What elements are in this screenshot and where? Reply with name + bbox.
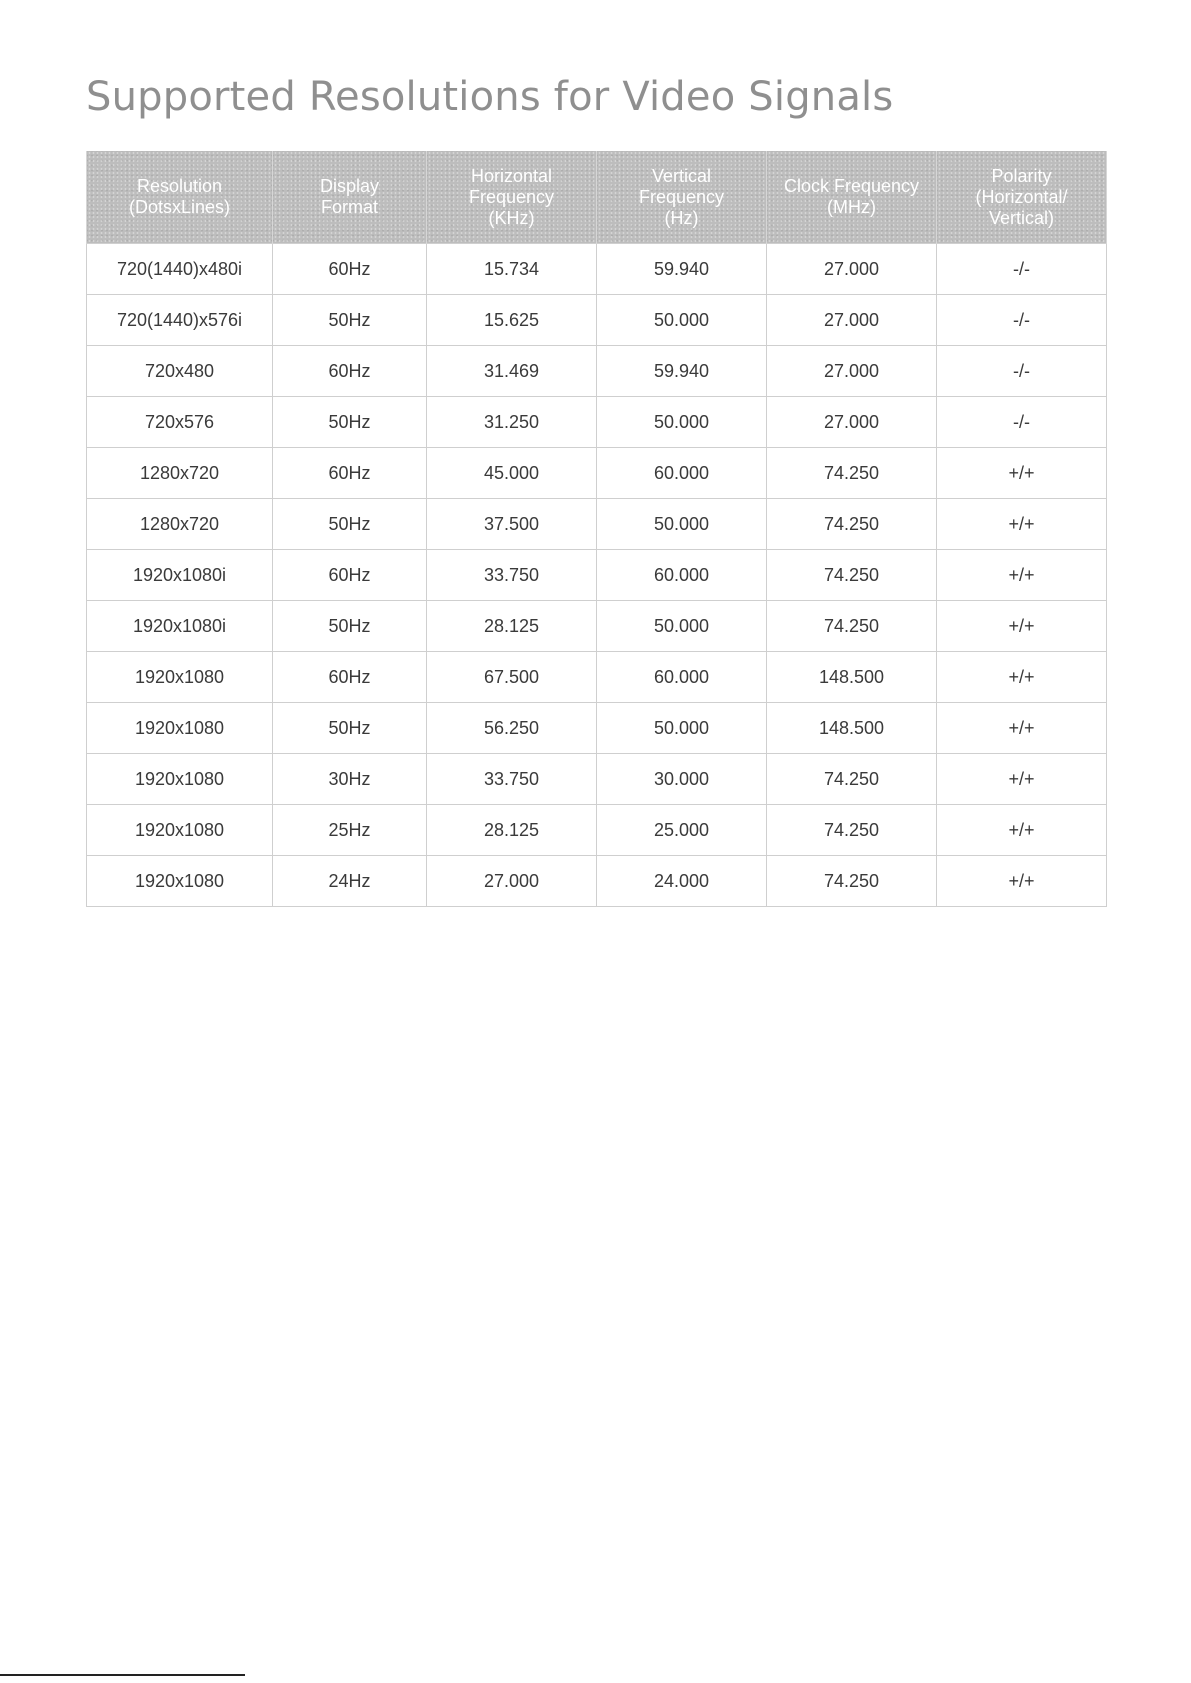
cell-vertical-frequency: 50.000 <box>597 397 767 448</box>
cell-polarity: -/- <box>937 397 1107 448</box>
cell-resolution: 720x576 <box>87 397 273 448</box>
cell-polarity: +/+ <box>937 856 1107 907</box>
cell-resolution: 1280x720 <box>87 499 273 550</box>
cell-horizontal-frequency: 37.500 <box>427 499 597 550</box>
cell-horizontal-frequency: 31.250 <box>427 397 597 448</box>
cell-resolution: 1920x1080i <box>87 550 273 601</box>
cell-horizontal-frequency: 67.500 <box>427 652 597 703</box>
header-line: Frequency <box>638 186 725 207</box>
header-line: (Horizontal/ <box>975 186 1068 207</box>
cell-vertical-frequency: 60.000 <box>597 652 767 703</box>
cell-clock-frequency: 74.250 <box>767 805 937 856</box>
cell-vertical-frequency: 25.000 <box>597 805 767 856</box>
cell-vertical-frequency: 50.000 <box>597 601 767 652</box>
cell-display-format: 60Hz <box>273 550 427 601</box>
cell-vertical-frequency: 60.000 <box>597 448 767 499</box>
cell-display-format: 60Hz <box>273 346 427 397</box>
cell-polarity: +/+ <box>937 499 1107 550</box>
cell-horizontal-frequency: 28.125 <box>427 805 597 856</box>
header-line: Vertical) <box>988 207 1055 228</box>
cell-vertical-frequency: 50.000 <box>597 499 767 550</box>
header-line: Clock Frequency <box>783 176 920 196</box>
table-body <box>87 244 1107 907</box>
cell-display-format: 50Hz <box>273 703 427 754</box>
table-row <box>87 805 1107 856</box>
cell-vertical-frequency: 30.000 <box>597 754 767 805</box>
cell-resolution: 1920x1080i <box>87 601 273 652</box>
footer-rule <box>0 1674 245 1676</box>
cell-horizontal-frequency: 33.750 <box>427 754 597 805</box>
header-clock-frequency <box>767 151 937 244</box>
table-row <box>87 550 1107 601</box>
resolutions-table <box>86 151 1107 907</box>
cell-polarity: +/+ <box>937 550 1107 601</box>
cell-clock-frequency: 74.250 <box>767 499 937 550</box>
header-line: Polarity <box>991 165 1052 186</box>
cell-clock-frequency: 27.000 <box>767 244 937 295</box>
cell-clock-frequency: 148.500 <box>767 703 937 754</box>
cell-vertical-frequency: 60.000 <box>597 550 767 601</box>
table-row <box>87 754 1107 805</box>
cell-polarity: -/- <box>937 346 1107 397</box>
header-polarity <box>937 151 1107 244</box>
header-line: Vertical <box>651 165 712 186</box>
cell-horizontal-frequency: 31.469 <box>427 346 597 397</box>
cell-vertical-frequency: 59.940 <box>597 346 767 397</box>
cell-display-format: 60Hz <box>273 448 427 499</box>
cell-vertical-frequency: 50.000 <box>597 295 767 346</box>
table-row <box>87 856 1107 907</box>
cell-display-format: 30Hz <box>273 754 427 805</box>
table-row <box>87 703 1107 754</box>
cell-resolution: 1280x720 <box>87 448 273 499</box>
cell-display-format: 60Hz <box>273 652 427 703</box>
cell-resolution: 1920x1080 <box>87 805 273 856</box>
table-header <box>87 151 1107 244</box>
cell-clock-frequency: 27.000 <box>767 346 937 397</box>
table-row <box>87 397 1107 448</box>
cell-horizontal-frequency: 27.000 <box>427 856 597 907</box>
cell-horizontal-frequency: 45.000 <box>427 448 597 499</box>
header-line: (DotsxLines) <box>128 197 231 217</box>
cell-clock-frequency: 27.000 <box>767 295 937 346</box>
header-vertical-frequency <box>597 151 767 244</box>
cell-display-format: 50Hz <box>273 295 427 346</box>
cell-clock-frequency: 148.500 <box>767 652 937 703</box>
cell-horizontal-frequency: 33.750 <box>427 550 597 601</box>
cell-horizontal-frequency: 28.125 <box>427 601 597 652</box>
cell-resolution: 720(1440)x480i <box>87 244 273 295</box>
table-row <box>87 244 1107 295</box>
table-row <box>87 448 1107 499</box>
header-line: Display <box>319 176 380 196</box>
cell-display-format: 24Hz <box>273 856 427 907</box>
header-line: (Hz) <box>664 207 699 228</box>
cell-horizontal-frequency: 15.734 <box>427 244 597 295</box>
cell-display-format: 25Hz <box>273 805 427 856</box>
table-row <box>87 652 1107 703</box>
cell-polarity: +/+ <box>937 805 1107 856</box>
header-line: Horizontal <box>470 165 553 186</box>
cell-clock-frequency: 74.250 <box>767 448 937 499</box>
cell-polarity: -/- <box>937 295 1107 346</box>
cell-clock-frequency: 74.250 <box>767 550 937 601</box>
cell-clock-frequency: 74.250 <box>767 754 937 805</box>
cell-display-format: 50Hz <box>273 499 427 550</box>
header-line: Format <box>320 197 378 217</box>
table-row <box>87 499 1107 550</box>
table-row <box>87 346 1107 397</box>
cell-resolution: 720(1440)x576i <box>87 295 273 346</box>
cell-resolution: 1920x1080 <box>87 703 273 754</box>
header-line: (MHz) <box>827 197 876 217</box>
cell-polarity: +/+ <box>937 448 1107 499</box>
cell-resolution: 1920x1080 <box>87 856 273 907</box>
header-display-format <box>273 151 427 244</box>
cell-resolution: 720x480 <box>87 346 273 397</box>
page-title: Supported Resolutions for Video Signals <box>86 74 894 120</box>
cell-polarity: -/- <box>937 244 1107 295</box>
cell-display-format: 50Hz <box>273 601 427 652</box>
header-row <box>87 151 1107 244</box>
cell-horizontal-frequency: 56.250 <box>427 703 597 754</box>
cell-vertical-frequency: 24.000 <box>597 856 767 907</box>
cell-clock-frequency: 74.250 <box>767 856 937 907</box>
cell-display-format: 50Hz <box>273 397 427 448</box>
cell-resolution: 1920x1080 <box>87 754 273 805</box>
header-line: (KHz) <box>488 207 535 228</box>
cell-clock-frequency: 74.250 <box>767 601 937 652</box>
table-row <box>87 295 1107 346</box>
cell-polarity: +/+ <box>937 754 1107 805</box>
cell-display-format: 60Hz <box>273 244 427 295</box>
header-line: Resolution <box>136 176 223 196</box>
cell-resolution: 1920x1080 <box>87 652 273 703</box>
cell-polarity: +/+ <box>937 652 1107 703</box>
table-row <box>87 601 1107 652</box>
header-resolution <box>87 151 273 244</box>
cell-horizontal-frequency: 15.625 <box>427 295 597 346</box>
header-horizontal-frequency <box>427 151 597 244</box>
cell-polarity: +/+ <box>937 601 1107 652</box>
cell-vertical-frequency: 50.000 <box>597 703 767 754</box>
header-line: Frequency <box>468 186 555 207</box>
cell-clock-frequency: 27.000 <box>767 397 937 448</box>
cell-polarity: +/+ <box>937 703 1107 754</box>
cell-vertical-frequency: 59.940 <box>597 244 767 295</box>
